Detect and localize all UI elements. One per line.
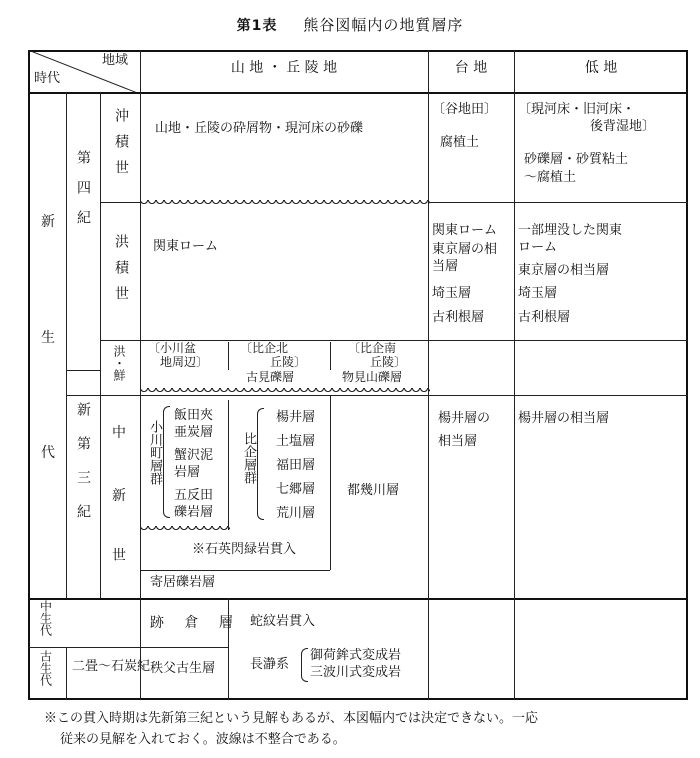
era-mesozoic-text: 中生代 [38, 600, 53, 636]
paleo-period-divider [140, 647, 141, 700]
pleistocene-lowland-3: 埼玉層 [518, 286, 558, 301]
tsuikigawa-formation: 都幾川層 [347, 483, 400, 498]
holocene-plateau-1: 〔谷地田〕 [432, 102, 498, 117]
ogawa-layer-4: 五反田 [174, 488, 214, 503]
hiki-layer-4: 荒川層 [276, 506, 316, 521]
plio-hiki-north-3: 古見礫層 [246, 370, 295, 384]
neogene-plateau-1: 楊井層の [438, 411, 491, 426]
mikabu-metamorphic: 御荷鉾式変成岩 [310, 648, 402, 663]
era-cenozoic-2: 生 [41, 330, 55, 346]
pleistocene-plateau-3: 埼玉層 [432, 286, 472, 301]
ogawa-layer-0: 飯田夾 [174, 408, 214, 423]
rule-quaternary [66, 395, 688, 396]
ogawa-brace [163, 406, 170, 518]
yorii-conglomerate: 寄居礫岩層 [150, 575, 216, 590]
epoch-pleistocene: 洪積世 [113, 234, 129, 312]
header-era: 時代 [34, 71, 61, 86]
ogawa-layer-1: 亜炭層 [174, 425, 214, 440]
footnote-line-2: 従来の見解を入れておく。波線は不整合である。 [60, 732, 346, 747]
paleo-era-divider [66, 647, 67, 700]
rule-plio-short [66, 370, 100, 371]
era-paleozoic-text: 古生代 [38, 650, 53, 686]
nagatoro-brace [301, 648, 308, 682]
holocene-mountain: 山地・丘陵の砕屑物・現河床の砂礫 [155, 121, 364, 136]
rule-holocene [100, 202, 140, 203]
mesozoic-atokura: 跡 倉 層 [150, 615, 241, 631]
rule-yorii [140, 570, 330, 571]
ogawa-layer-2: 蟹沢泥 [174, 448, 214, 463]
pleistocene-plateau-1: 東京層の相 [432, 242, 498, 257]
header-rule [28, 92, 688, 94]
holocene-lowland-3: 砂礫層・砂質粘土 [524, 152, 629, 167]
hiki-layer-0: 楊井層 [276, 410, 316, 425]
plio-hiki-south-1: 〔比企南 [348, 341, 397, 355]
holocene-lowland-1: 〔現河床・旧河床・ [518, 102, 636, 117]
neogene-plateau-2: 相当層 [438, 434, 478, 449]
unconformity-holocene [140, 200, 430, 206]
unconformity-ogawa [140, 526, 230, 532]
col-period-divider [100, 92, 101, 598]
paleo-divider [228, 598, 229, 700]
col-era-divider [66, 92, 67, 598]
neogene-divider [330, 395, 331, 570]
pleistocene-lowland-2: 東京層の相当層 [518, 263, 610, 278]
rule-mesozoic [28, 647, 228, 648]
period-neogene: 新第三紀 [75, 402, 91, 538]
epoch-holocene: 沖積世 [113, 108, 129, 186]
plio-divider-2 [330, 342, 331, 370]
header-region: 地域 [102, 53, 129, 68]
epoch-plio: 洪・鮮 [112, 345, 126, 381]
col-epoch-divider [140, 50, 141, 648]
ogawa-layer-3: 岩層 [174, 465, 201, 480]
unconformity-plio [140, 388, 430, 394]
plio-ogawa-2: 地周辺〕 [160, 355, 209, 369]
pleistocene-lowland-0: 一部埋没した関東 [518, 223, 623, 238]
pleistocene-mountain: 関東ローム [153, 239, 219, 254]
plio-ogawa-1: 〔小川盆 [148, 341, 197, 355]
col-plateau-divider [428, 50, 429, 700]
pleistocene-plateau-2: 当層 [432, 259, 459, 274]
plio-hiki-north-1: 〔比企北 [240, 341, 289, 355]
nagatoro-system: 長瀞系 [250, 657, 290, 672]
epoch-miocene-epoch: 世 [112, 548, 126, 564]
neogene-lowland: 楊井層の相当層 [518, 411, 610, 426]
epoch-miocene-new: 新 [112, 488, 126, 504]
pleistocene-lowland-1: ローム [518, 240, 558, 255]
footnote-line-1: ※この貫入時期は先新第三紀という見解もあるが、本図幅内では決定できない。一応 [44, 711, 539, 726]
header-plateau: 台 地 [454, 60, 488, 76]
pleistocene-plateau-4: 古利根層 [432, 310, 485, 325]
era-cenozoic-3: 代 [41, 445, 55, 461]
hiki-layer-2: 福田層 [276, 458, 316, 473]
plio-hiki-north-2: 丘陵〕 [270, 355, 307, 369]
ogawa-layer-5: 礫岩層 [174, 505, 214, 520]
plio-hiki-south-3: 物見山礫層 [342, 370, 403, 384]
table-title [0, 14, 700, 35]
plio-hiki-south-2: 丘陵〕 [370, 355, 407, 369]
era-cenozoic-1: 新 [41, 214, 55, 230]
plio-divider-1 [228, 342, 229, 370]
permo-carboniferous: 二畳～石炭紀 [72, 659, 151, 674]
holocene-plateau-2: 腐植土 [440, 135, 480, 150]
hiki-brace [257, 408, 264, 520]
serpentinite-intrusion: 蛇紋岩貫入 [250, 614, 316, 629]
quartz-diorite-intrusion: ※石英閃緑岩貫入 [192, 542, 297, 557]
sambagawa-metamorphic: 三波川式変成岩 [310, 665, 402, 680]
holocene-lowland-4: ～腐植土 [524, 170, 577, 185]
ogawa-hiki-divider [228, 400, 229, 530]
rule-cenozoic [28, 598, 688, 600]
rule-holocene-right [428, 202, 688, 203]
footnote [44, 708, 684, 750]
header-lowland: 低 地 [584, 60, 618, 76]
table-caption: 熊谷図幅内の地質層序 [303, 16, 464, 34]
pleistocene-lowland-4: 古利根層 [518, 310, 571, 325]
chichibu-paleozoic: 秩父古生層 [150, 661, 216, 676]
col-lowland-divider [514, 50, 515, 700]
epoch-miocene-mid: 中 [112, 425, 126, 441]
table-number: 第1表 [236, 18, 278, 34]
period-quaternary: 第四紀 [75, 150, 91, 240]
holocene-lowland-2: 後背湿地〕 [590, 119, 656, 134]
hiki-layer-3: 七郷層 [276, 482, 316, 497]
ogawa-group: 小川町層群 [147, 420, 162, 485]
header-mountain: 山 地 ・ 丘 陵 地 [230, 60, 338, 76]
hiki-layer-1: 土塩層 [276, 434, 316, 449]
pleistocene-plateau-0: 関東ローム [432, 223, 498, 238]
era-paleozoic [32, 650, 58, 689]
era-mesozoic [32, 600, 58, 639]
hiki-group: 比企層群 [241, 432, 256, 484]
